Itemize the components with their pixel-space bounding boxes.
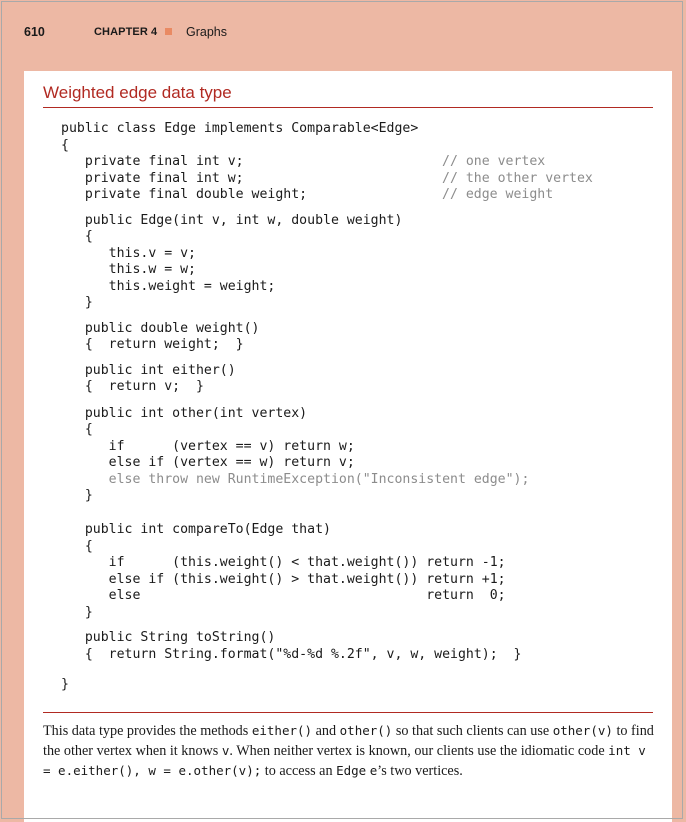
separator-square-icon <box>165 28 172 35</box>
panel-title: Weighted edge data type <box>43 83 232 102</box>
code-line: this.weight = weight; <box>61 278 276 294</box>
caption-code: int v = e.either(), w = e.other(v); <box>43 743 646 778</box>
code-comment: // the other vertex <box>442 170 593 186</box>
caption-rule <box>43 712 653 713</box>
caption-text: to find the other vertex when it knows <box>43 723 654 759</box>
page-number: 610 <box>24 25 45 39</box>
caption-text: ’s two vertices. <box>377 763 463 779</box>
code-line: if (vertex == v) return w; <box>61 438 355 454</box>
code-line: { <box>61 422 93 437</box>
title-rule <box>43 107 653 108</box>
chapter-label: CHAPTER 4 <box>94 26 158 38</box>
code-line: else if (vertex == w) return v; <box>61 455 355 470</box>
code-line: public class Edge implements Comparable<Edge> <box>61 121 419 136</box>
content-panel <box>24 71 672 822</box>
caption-code: either() <box>251 723 313 738</box>
code-line: public int either() <box>61 362 236 378</box>
code-line: this.v = v; <box>61 245 196 261</box>
code-comment: // edge weight <box>442 187 554 202</box>
caption-code: other(v) <box>552 723 613 738</box>
code-line: public int other(int vertex) <box>61 405 308 421</box>
caption-code: e <box>369 763 378 778</box>
caption-code: other() <box>339 723 393 738</box>
code-line: } <box>61 295 93 310</box>
caption-code: v <box>221 743 230 758</box>
code-line: public double weight() <box>61 320 260 336</box>
code-line: public int compareTo(Edge that) <box>61 522 331 537</box>
code-line: { <box>61 538 93 554</box>
code-line: this.w = w; <box>61 262 196 277</box>
caption-text: This data type provides the methods <box>43 723 252 739</box>
code-line: public Edge(int v, int w, double weight) <box>61 212 403 228</box>
code-line: { return v; } <box>61 379 204 394</box>
code-line: if (this.weight() < that.weight()) return -1; <box>61 555 506 570</box>
code-line: else return 0; <box>61 588 506 603</box>
code-line: { return weight; } <box>61 337 244 352</box>
code-line: } <box>61 677 69 692</box>
code-line: { return String.format("%d-%d %.2f", v, w, weight); } <box>61 646 522 662</box>
caption <box>43 721 655 781</box>
code-comment: // one vertex <box>442 154 546 169</box>
caption-text: . When neither vertex is known, our clients use the idiomatic code <box>229 743 609 759</box>
code-line: } <box>61 604 93 620</box>
code-line: private final double weight; <box>61 187 308 202</box>
code-line: { <box>61 137 69 153</box>
page-header <box>0 0 686 70</box>
code-line: private final int w; <box>61 170 244 186</box>
caption-code: Edge <box>336 763 367 778</box>
caption-text: and <box>312 723 340 739</box>
code-line: public String toString() <box>61 630 276 645</box>
caption-text: so that such clients can use <box>392 723 553 739</box>
code-line: { <box>61 229 93 244</box>
chapter-title: Graphs <box>186 25 227 39</box>
code-line: else if (this.weight() > that.weight()) return +1; <box>61 571 506 587</box>
code-line: private final int v; <box>61 154 244 169</box>
code-line: else throw new RuntimeException("Inconsistent edge"); <box>61 471 530 487</box>
caption-text: to access an <box>261 763 337 779</box>
code-line: } <box>61 488 93 503</box>
